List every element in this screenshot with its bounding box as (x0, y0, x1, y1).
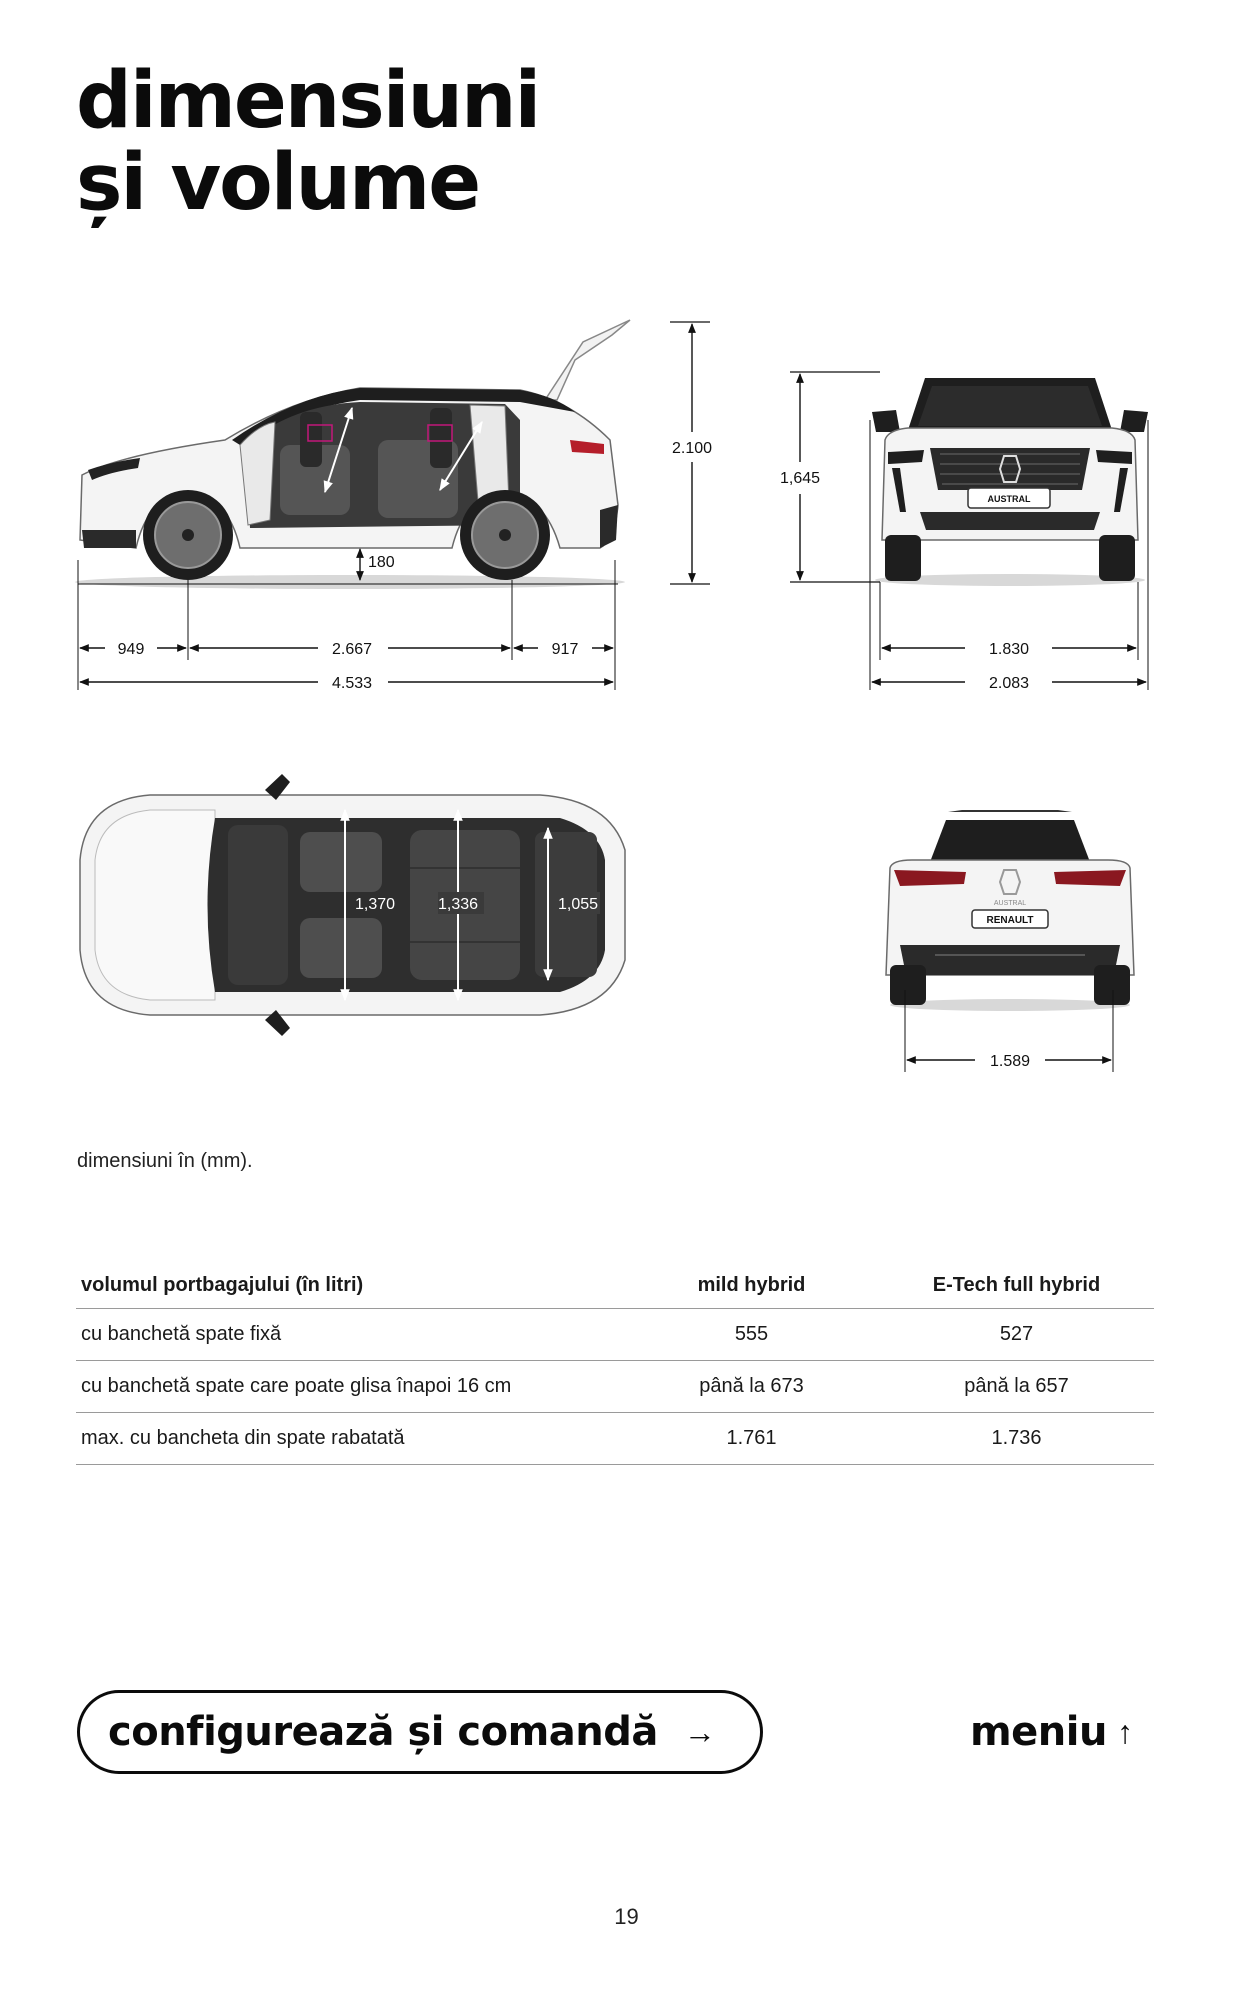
title-line-1: dimensiuni (76, 56, 540, 146)
table-header: volumul portbagajului (în litri) (76, 1262, 624, 1309)
rear-overhang-label: 917 (551, 641, 579, 658)
title-line-2: și volume (76, 138, 480, 228)
boot-volume-table (76, 1262, 1154, 1465)
arrow-right-icon: → (683, 1713, 716, 1750)
track-width-label: 1.830 (988, 641, 1030, 658)
configure-button-label: configurează și comandă (108, 1709, 658, 1755)
rear-view-car (886, 810, 1134, 1011)
front-cabin-width-label: 1,370 (354, 896, 396, 913)
table-cell: 555 (624, 1309, 879, 1361)
height-open-label: 2.100 (671, 440, 713, 457)
table-cell: 1.761 (624, 1413, 879, 1465)
table-row (76, 1361, 1154, 1413)
table-header: mild hybrid (624, 1262, 879, 1309)
rear-cabin-width-label: 1,336 (437, 896, 479, 913)
configure-and-order-button[interactable] (77, 1690, 763, 1774)
front-plate-text: AUSTRAL (987, 494, 1031, 504)
rear-plate-text: RENAULT (986, 915, 1034, 926)
page-number: 19 (614, 1904, 639, 1929)
table-cell: cu banchetă spate care poate glisa înapoi 16 cm (76, 1361, 624, 1413)
table-cell: 1.736 (879, 1413, 1154, 1465)
boot-width-label: 1,055 (557, 896, 599, 913)
ground-clearance-label: 180 (368, 554, 395, 571)
side-view-car (75, 320, 630, 589)
arrow-up-icon: ↑ (1116, 1713, 1133, 1750)
table-row (76, 1413, 1154, 1465)
total-length-label: 4.533 (331, 675, 373, 692)
width-mirrors-label: 2.083 (988, 675, 1030, 692)
front-view-car (872, 378, 1148, 586)
table-cell: până la 657 (879, 1361, 1154, 1413)
height-label: 1,645 (779, 470, 821, 487)
dimensions-caption: dimensiuni în (mm). (77, 1150, 253, 1172)
front-overhang-label: 949 (117, 641, 145, 658)
rear-track-label: 1.589 (989, 1053, 1031, 1070)
table-cell: 527 (879, 1309, 1154, 1361)
table-header: E-Tech full hybrid (879, 1262, 1154, 1309)
table-row (76, 1309, 1154, 1361)
top-view-car (80, 774, 625, 1036)
menu-link-label: meniu (970, 1709, 1107, 1755)
rear-model-badge: AUSTRAL (993, 900, 1027, 907)
menu-link[interactable] (970, 1700, 1133, 1764)
wheelbase-label: 2.667 (331, 641, 373, 658)
table-header-row (76, 1262, 1154, 1309)
table-cell: max. cu bancheta din spate rabatată (76, 1413, 624, 1465)
table-cell: până la 673 (624, 1361, 879, 1413)
table-cell: cu banchetă spate fixă (76, 1309, 624, 1361)
